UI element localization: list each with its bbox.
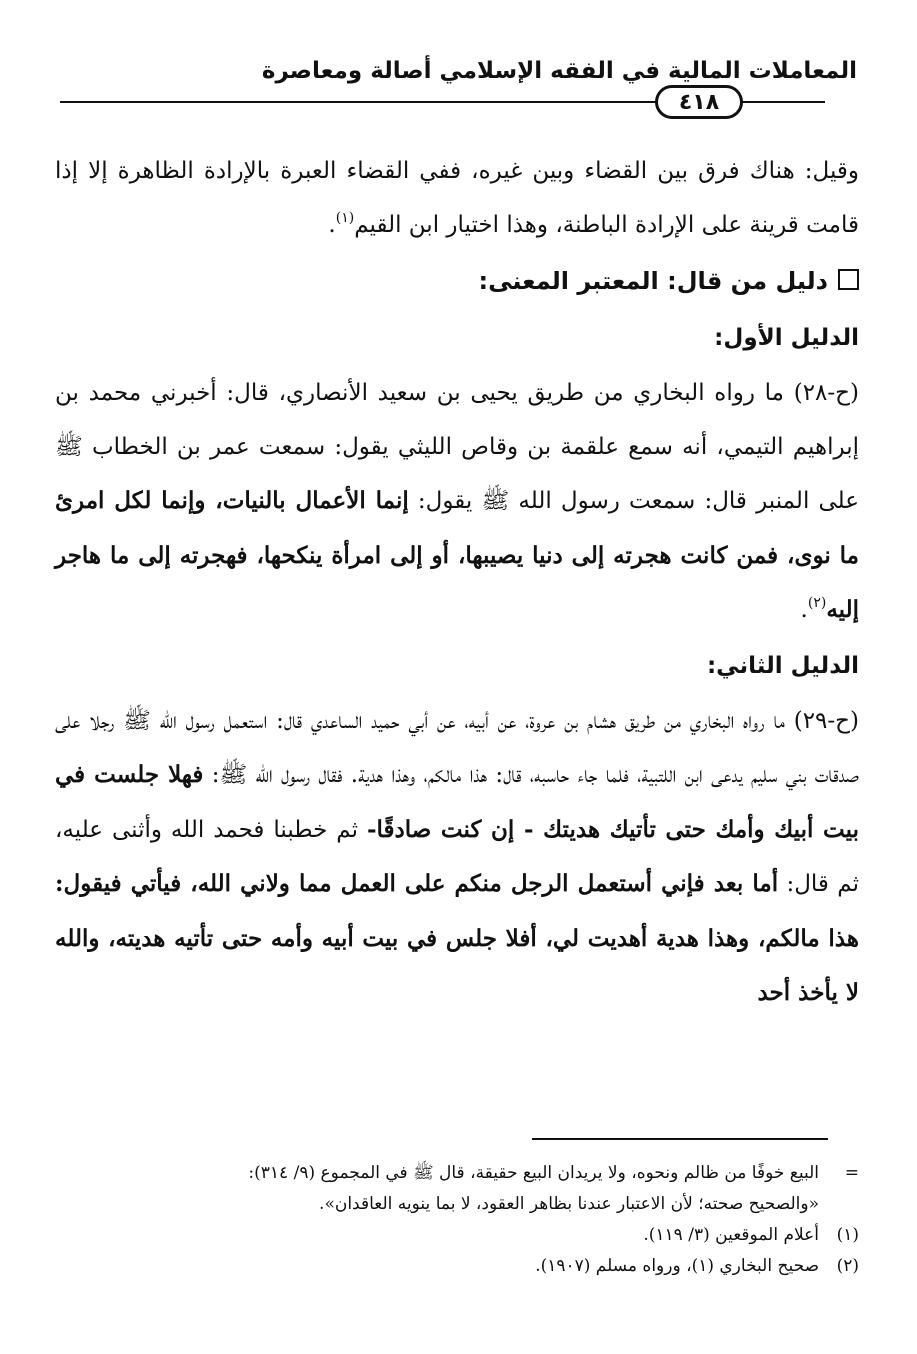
paragraph-opinion: [55, 145, 859, 252]
hadith-29-quote-2: أما بعد فإني أستعمل الرجل منكم على العمل مما ولاني الله، فيأتي فيقول: هذا مالكم، وهذا هدية أهديت لي، أفلا جلس في بيت أبيه وأمه حتى تأتيه هديته، والله لا يأخذ أحد: [55, 870, 859, 1006]
footnote-1: [55, 1220, 859, 1251]
square-bullet-icon: [838, 269, 859, 290]
footnote-ref-2: (٢): [807, 595, 827, 611]
hadith-28-end: .: [800, 597, 808, 623]
paragraph-opinion-text: وقيل: هناك فرق بين القضاء وبين غيره، ففي القضاء العبرة بالإرادة الظاهرة إلا إذا قامت قرينة على الإرادة الباطنة، وهذا اختيار ابن القيم: [55, 158, 859, 238]
footnote-ref-1: (١): [335, 209, 355, 226]
footnote-continued-line2: «والصحيح صحته؛ لأن الاعتبار عندنا بظاهر العقود، لا بما ينويه العاقدان».: [319, 1194, 819, 1214]
running-title: المعاملات المالية في الفقه الإسلامي أصالة ومعاصرة: [261, 58, 857, 84]
hadith-28-text: (ح-٢٨) ما رواه البخاري من طريق يحيى بن سعيد الأنصاري، قال: أخبرني محمد بن إبراهيم التيمي، أنه سمع علقمة بن وقاص الليثي يقول: سمعت عمر بن الخطاب ﷺ على المنبر قال: سمعت رسول الله ﷺ يقول:: [55, 380, 859, 514]
footnote-continued-marker: =: [844, 1163, 859, 1183]
footnote-2: [55, 1251, 859, 1282]
subheading-second-evidence: الدليل الثاني:: [706, 652, 859, 679]
hadith-28-quote: إنما الأعمال بالنيات، وإنما لكل امرئ ما نوى، فمن كانت هجرته إلى دنيا يصيبها، أو إلى امرأة ينكحها، فهجرته إلى ما هاجر إليه: [55, 487, 859, 623]
page-number: ٤١٨: [678, 89, 720, 115]
footnote-continued-line1: البيع خوفًا من ظالم ونحوه، ولا يريدان البيع حقيقة، قال ﷺ في المجموع (٩/ ٣١٤):: [248, 1163, 819, 1183]
main-text: [55, 145, 859, 1021]
footnote-1-number: (١): [836, 1225, 859, 1245]
footnote-1-text: أعلام الموقعين (٣/ ١١٩).: [643, 1225, 819, 1245]
section-heading-text: دليل من قال: المعتبر المعنى:: [478, 267, 828, 295]
paragraph-opinion-end: .: [328, 211, 336, 238]
paragraph-hadith-29: [55, 695, 859, 1021]
footnote-continued: [55, 1158, 859, 1189]
section-heading: [55, 252, 859, 310]
hadith-29-quote-1: فهلا جلست في بيت أبيك وأمك حتى تأتيك هديتك - إن كنت صادقًا-: [55, 761, 859, 843]
hadith-29-mid: ثم خطبنا فحمد الله وأثنى عليه، ثم قال:: [55, 816, 859, 897]
subheading-first-evidence: الدليل الأول:: [714, 325, 859, 351]
footnote-2-text: صحيح البخاري (١)، ورواه مسلم (١٩٠٧).: [535, 1256, 819, 1276]
footnotes: [55, 1158, 859, 1282]
footnote-2-number: (٢): [836, 1256, 859, 1276]
page-number-badge: [655, 85, 743, 119]
hadith-29-text: (ح-٢٩) ما رواه البخاري من طريق هشام بن عروة، عن أبيه، عن أبي حميد الساعدي قال: استعمل رسول الله ﷺ رجلا على صدقات بني سليم يدعى ابن اللتبية، فلما جاء حاسبه، قال: هذا مالكم، وهذا هدية. فقال رسول الله ﷺ:: [55, 707, 860, 788]
footnote-rule: [532, 1138, 828, 1140]
paragraph-hadith-28: [55, 367, 859, 638]
